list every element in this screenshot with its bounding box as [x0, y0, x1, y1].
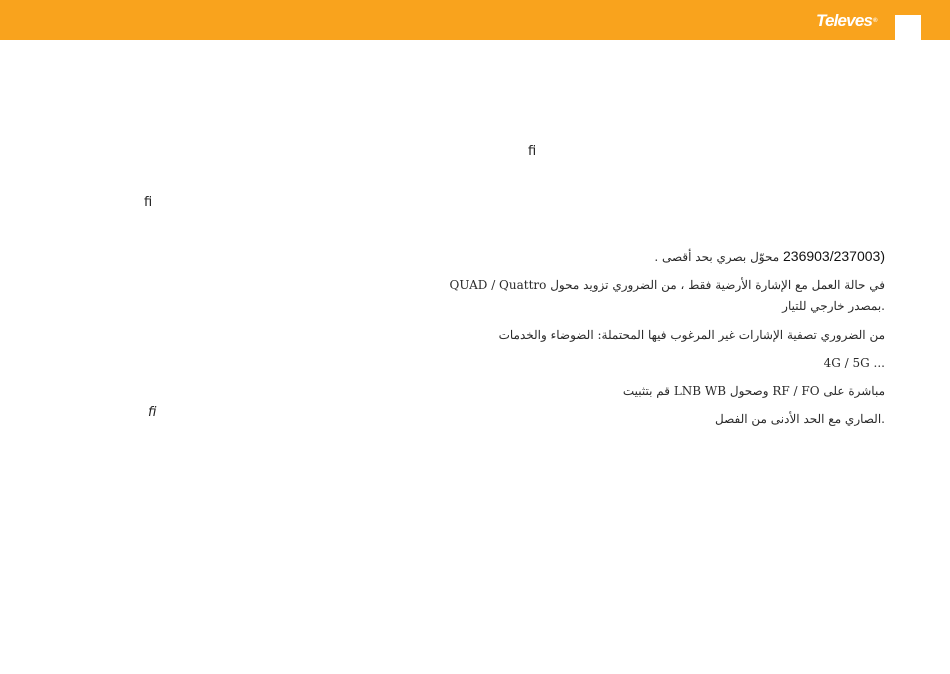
- body-line: .بمصدر خارجي للتيار: [782, 299, 885, 313]
- heading-model-codes: (236903/237003: [783, 248, 885, 264]
- section-heading: [648, 248, 885, 265]
- registered-mark: ®: [873, 18, 877, 24]
- header-bar: [0, 0, 950, 40]
- brand-name: Televes: [816, 11, 873, 30]
- page-number-tab: [895, 15, 921, 40]
- ligature-glyph: ﬁ: [144, 195, 153, 210]
- body-line: 4G / 5G ...: [823, 356, 885, 370]
- body-line: QUAD / Quattro في حالة العمل مع الإشارة الأرضية فقط ، من الضروري تزويد محول: [449, 278, 885, 292]
- televes-logo: [816, 11, 877, 31]
- body-line: مباشرة على RF / FO وصحول LNB WB قم بتثبيت: [622, 384, 885, 398]
- heading-text: محوّل بصري بحد أقصى: [662, 250, 780, 264]
- ligature-glyph: ﬁ: [148, 405, 157, 420]
- ligature-glyph: ﬁ: [528, 144, 537, 159]
- body-line: من الضروري تصفية الإشارات غير المرغوب فيها المحتملة: الضوضاء والخدمات: [498, 328, 885, 342]
- heading-dot: .: [654, 250, 659, 264]
- body-line: .الصاري مع الحد الأدنى من الفصل: [715, 412, 885, 426]
